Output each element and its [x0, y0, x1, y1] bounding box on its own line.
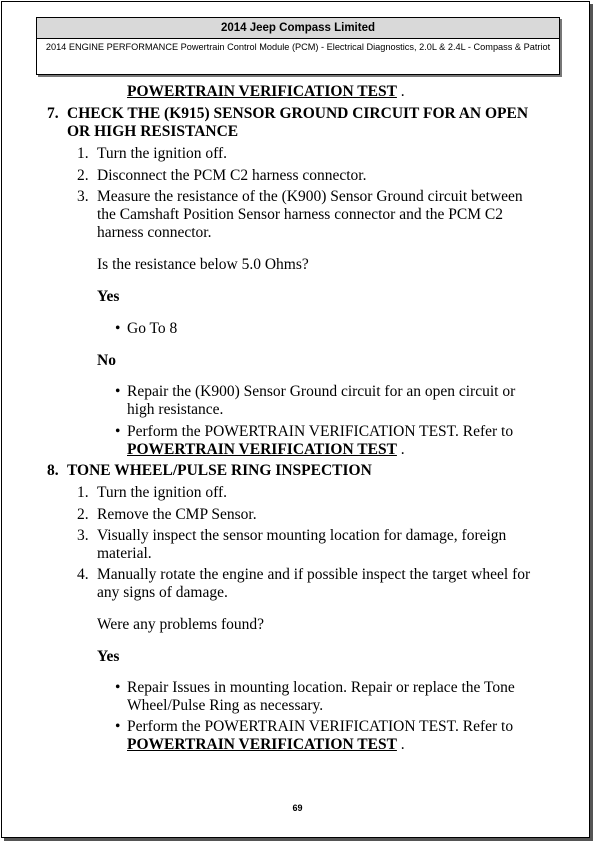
- document-header: [36, 17, 560, 75]
- list-item: Disconnect the PCM C2 harness connector.: [97, 167, 367, 184]
- step-title: TONE WHEEL/PULSE RING INSPECTION: [67, 462, 372, 479]
- bullet-item: • Repair the (K900) Sensor Ground circuit for an open circuit or: [127, 383, 515, 401]
- list-item: Turn the ignition off.: [97, 145, 228, 162]
- step-number: 8.: [47, 462, 59, 479]
- list-number: 1.: [77, 145, 89, 162]
- list-item: Manually rotate the engine and if possible inspect the target wheel for: [97, 566, 531, 583]
- step-title: CHECK THE (K915) SENSOR GROUND CIRCUIT FOR AN OPEN: [67, 105, 529, 122]
- link-line: [127, 736, 405, 754]
- list-item: any signs of damage.: [97, 584, 228, 601]
- no-label: No: [97, 352, 116, 369]
- bullet-item-cont: high resistance.: [127, 401, 224, 418]
- bullet-item: • Repair Issues in mounting location. Repair or replace the Tone: [127, 679, 515, 697]
- list-item: Turn the ignition off.: [97, 484, 228, 501]
- link-line: [127, 441, 405, 459]
- link-suffix: .: [396, 83, 405, 100]
- bullet-item: • Perform the POWERTRAIN VERIFICATION TEST. Refer to: [127, 718, 513, 736]
- step-title: OR HIGH RESISTANCE: [67, 123, 239, 140]
- list-number: 3.: [77, 188, 89, 205]
- list-item: Visually inspect the sensor mounting location for damage, foreign: [97, 527, 507, 544]
- bullet-item-cont: Wheel/Pulse Ring as necessary.: [127, 697, 324, 714]
- list-number: 3.: [77, 527, 89, 544]
- verification-test-link[interactable]: POWERTRAIN VERIFICATION TEST: [127, 441, 397, 458]
- bullet-item: • Go To 8: [127, 320, 177, 338]
- verification-test-link[interactable]: POWERTRAIN VERIFICATION TEST: [127, 736, 397, 753]
- list-number: 1.: [77, 484, 89, 501]
- list-item: Remove the CMP Sensor.: [97, 506, 257, 523]
- top-link-line: [127, 83, 405, 101]
- link-suffix: .: [396, 736, 405, 753]
- list-item: harness connector.: [97, 224, 212, 241]
- verification-test-link[interactable]: POWERTRAIN VERIFICATION TEST: [127, 83, 397, 100]
- question-text: Is the resistance below 5.0 Ohms?: [97, 256, 309, 273]
- list-number: 2.: [77, 506, 89, 523]
- bullet-item: • Perform the POWERTRAIN VERIFICATION TEST. Refer to: [127, 423, 513, 441]
- yes-label: Yes: [97, 648, 120, 665]
- list-number: 2.: [77, 167, 89, 184]
- step-number: 7.: [47, 105, 59, 122]
- page-number: 69: [292, 803, 303, 813]
- list-item: material.: [97, 545, 152, 562]
- question-text: Were any problems found?: [97, 616, 265, 633]
- header-subtitle: 2014 ENGINE PERFORMANCE Powertrain Control Module (PCM) - Electrical Diagnostics, 2.0L & 2.4L - Compass & Patriot: [45, 42, 551, 52]
- header-title: 2014 Jeep Compass Limited: [37, 18, 559, 39]
- list-item: the Camshaft Position Sensor harness connector and the PCM C2: [97, 206, 503, 223]
- yes-label: Yes: [97, 288, 120, 305]
- list-item: Measure the resistance of the (K900) Sensor Ground circuit between: [97, 188, 523, 205]
- link-suffix: .: [396, 441, 405, 458]
- list-number: 4.: [77, 566, 89, 583]
